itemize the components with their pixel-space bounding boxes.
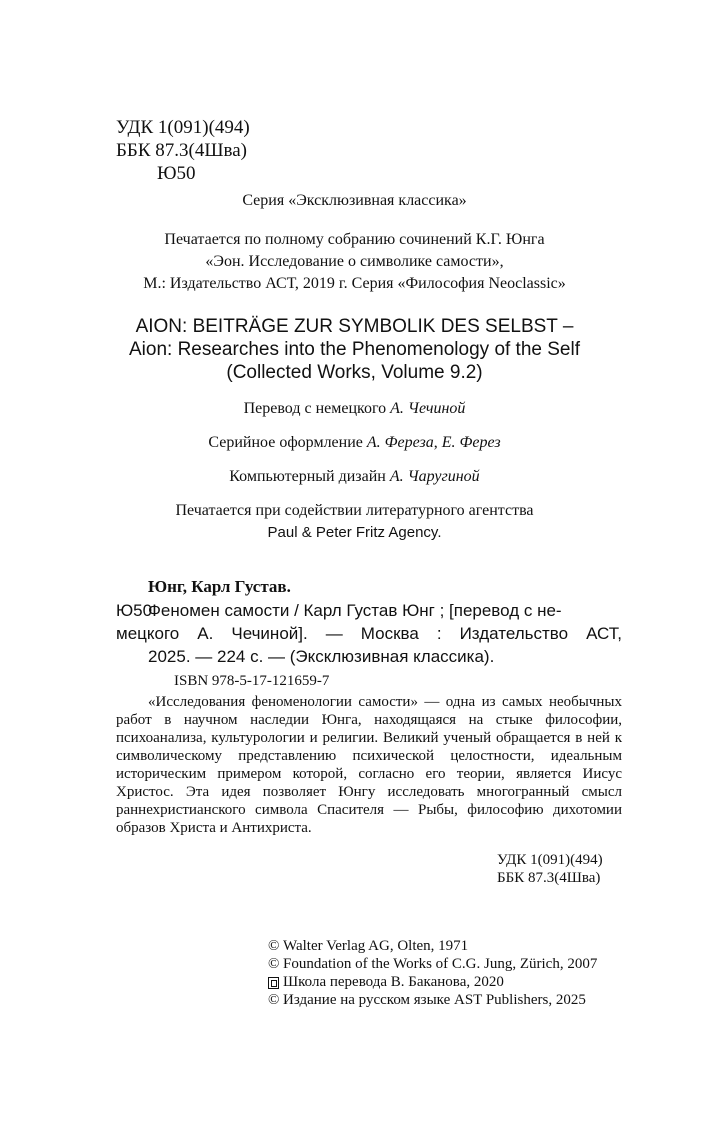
designer-name-1: А. Фереза [366,434,434,451]
original-title-line-2: Aion: Researches into the Phenomenology of the Self [128,339,580,360]
copyright-line-1 [268,937,468,955]
source-line-2: «Эон. Исследование о символике самости», [205,253,504,270]
computer-designer-name: А. Чаругиной [389,468,480,485]
udk-right: УДК 1(091)(494) [497,852,603,868]
translation-credit [0,397,709,420]
copyright-icon: © [268,956,280,972]
copyright-line-2 [268,955,597,973]
annotation-text: «Исследования феноменологии самости» — одна из самых необычных работ в научном наследии Юнга, находящаяся на стыке философии, психоанализа, культурологии и религии. Великий ученый обращается в ней к символическому представлению психической целостности, идеальным историческим примером которой, согласно его теории, является Иисус Христос. Эта идея позволяет Юнгу исследовать многогранный смысл раннехристианского символа Спасителя — Рыбы, философию дихотомии образов Христа и Антихриста. [116,694,622,836]
isbn: ISBN 978-5-17-121659-7 [174,673,330,689]
source-line-3: М.: Издательство АСТ, 2019 г. Серия «Философия Neoclassic» [143,275,566,292]
bbk-right: ББК 87.3(4Шва) [497,870,601,886]
translation-school-mark-icon [268,977,279,989]
catalog-author-heading: Юнг, Карл Густав. [148,577,291,596]
serial-design-credit [0,431,709,454]
copyright-line-4 [268,991,586,1009]
copyright-line-3 [268,973,504,991]
designer-name-2: Е. Ферез [441,434,501,451]
source-line-1: Печатается по полному собранию сочинений К.Г. Юнга [164,231,545,248]
copyright-text-1: Walter Verlag AG, Olten, 1971 [283,938,469,954]
catalog-entry-line-3: 2025. — 224 с. — (Эксклюзивная классика). [148,647,495,666]
copyright-icon: © [268,938,280,954]
catalog-entry-line-2: мецкого А. Чечиной]. — Москва : Издательство АСТ, [116,624,622,643]
translation-label: Перевод с немецкого [243,400,391,417]
computer-design-label: Компьютерный дизайн [229,468,390,485]
translator-name: А. Чечиной [390,400,466,417]
agency-line-1: Печатается при содействии литературного агентства [175,502,534,519]
bbk-code: ББК 87.3(4Шва) [116,140,247,161]
annotation [116,693,622,837]
catalog-entry-line-1: Феномен самости / Карл Густав Юнг ; [перевод с не- [148,601,562,620]
computer-design-credit [0,465,709,488]
original-title-line-1: AION: BEITRÄGE ZUR SYMBOLIK DES SELBST – [135,316,574,337]
author-mark: Ю50 [157,163,196,184]
udk-code: УДК 1(091)(494) [116,117,250,138]
agency-line-2: Paul & Peter Fritz Agency. [267,524,442,541]
copyright-text-4: Издание на русском языке AST Publishers, 2025 [283,992,586,1008]
catalog-mark: Ю50 [116,601,153,620]
designer-separator: , [433,434,442,451]
copyright-text-3: Школа перевода В. Баканова, 2020 [283,974,504,990]
copyright-text-2: Foundation of the Works of C.G. Jung, Zürich, 2007 [283,956,598,972]
copyright-icon: © [268,992,280,1008]
serial-design-label: Серийное оформление [208,434,367,451]
original-title-line-3: (Collected Works, Volume 9.2) [226,362,483,383]
series-line: Серия «Эксклюзивная классика» [242,192,467,209]
